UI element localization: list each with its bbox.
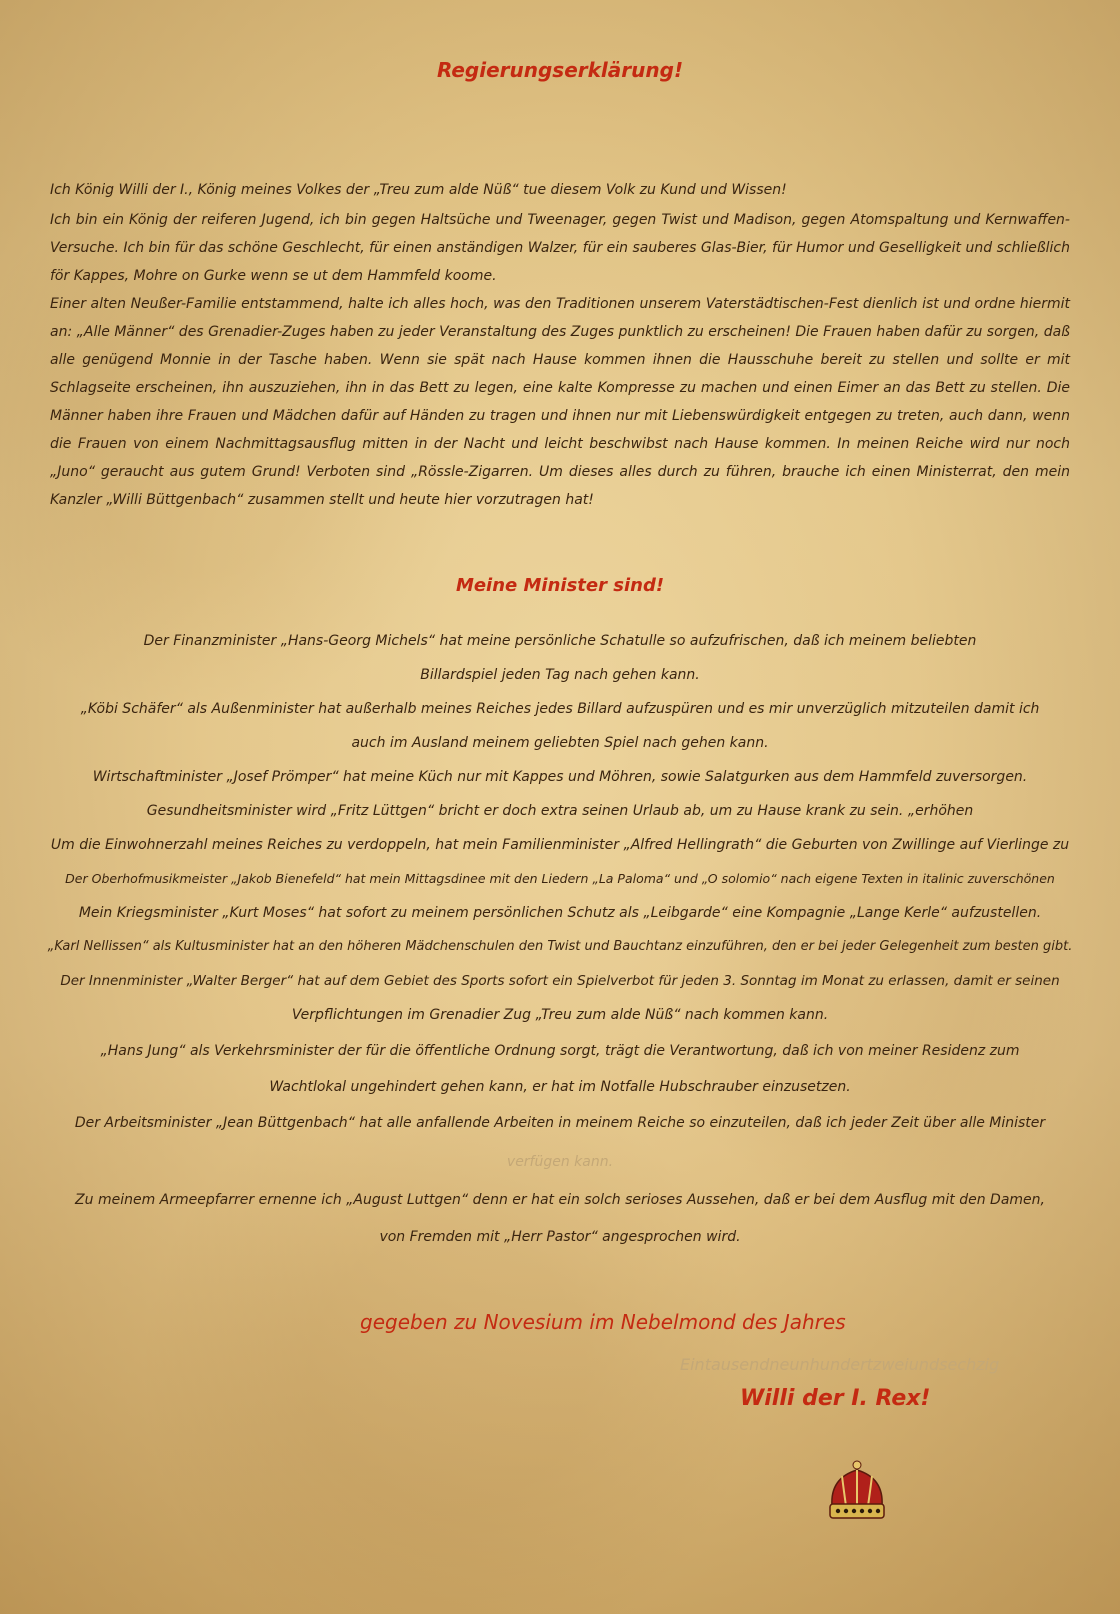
minister-line: Der Innenminister „Walter Berger“ hat auf dem Gebiet des Sports sofort ein Spielverbot für jeden 3. Sonntag im Monat zu erlassen, damit er seinen [60,973,1060,989]
minister-line: Der Finanzminister „Hans-Georg Michels“ hat meine persönliche Schatulle so aufzufrischen, daß ich meinem beliebten [143,633,977,649]
closing-line: gegeben zu Novesium im Nebelmond des Jahres [360,1310,846,1334]
minister-line: Der Oberhofmusikmeister „Jakob Bienefeld“ hat mein Mittagsdinee mit den Liedern „La Paloma“ und „O solomio“ nach eigene Texten in italinic zuverschönen [65,871,1055,886]
minister-line: von Fremden mit „Herr Pastor“ angesprochen wird. [379,1229,741,1245]
minister-line: auch im Ausland meinem geliebten Spiel nach gehen kann. [351,735,769,751]
minister-line: Gesundheitsminister wird „Fritz Lüttgen“ bricht er doch extra seinen Urlaub ab, um zu Hause krank zu sein. „erhöhen [146,803,974,819]
minister-line: „Karl Nellissen“ als Kultusminister hat an den höheren Mädchenschulen den Twist und Bauchtanz einzuführen, den er bei jeder Gelegenheit zum besten gibt. [47,939,1073,954]
minister-line: Verpflichtungen im Grenadier Zug „Treu zum alde Nüß“ nach kommen kann. [291,1007,829,1023]
minister-line: Um die Einwohnerzahl meines Reiches zu verdoppeln, hat mein Familienminister „Alfred Hellingrath“ die Geburten von Zwillinge auf Vierlinge zu [50,837,1070,853]
intro-paragraph-1: Ich König Willi der I., König meines Volkes der „Treu zum alde Nüß“ tue diesem Volk zu Kund und Wissen! [50,182,787,198]
document-title: Regierungserklärung! [436,58,684,82]
minister-line: „Hans Jung“ als Verkehrsminister der für die öffentliche Ordnung sorgt, trägt die Verantwortung, daß ich von meiner Residenz zum [100,1043,1020,1059]
minister-line: Wachtlokal ungehindert gehen kann, er hat im Notfalle Hubschrauber einzusetzen. [269,1079,851,1095]
crown-icon [822,1456,892,1526]
intro-paragraph-3: Einer alten Neußer-Familie entstammend, halte ich alles hoch, was den Traditionen unserem Vaterstädtischen-Fest dienlich ist und ordne hiermit an: „Alle Männer“ des Grenadier-Zuges haben zu jeder Veranstaltung des Zuges punktlich zu erscheinen! Die Frauen haben dafür zu sorgen, daß alle genügend Monnie in der Tasche haben. Wenn sie spät nach Hause kommen ihnen die Hausschuhe bereit zu stellen und sollte er mit Schlagseite erscheinen, ihn auszuziehen, ihn in das Bett zu legen, eine kalte Kompresse zu machen und einen Eimer an das Bett zu stellen. Die Männer haben ihre Frauen und Mädchen dafür auf Händen zu tragen und ihnen nur mit Liebenswürdigkeit entgegen zu treten, auch dann, wenn die Frauen von einem Nachmittagsausflug mitten in der Nacht und leicht beschwibst nach Hause kommen. In meinen Reiche wird nur noch „Juno“ geraucht aus gutem Grund! Verboten sind „Rössle-Zigarren. Um dieses alles durch zu führen, brauche ich einen Ministerrat, den mein Kanzler „Willi Büttgenbach“ zusammen stellt und heute hier vorzutragen hat! [50,296,1070,508]
minister-line: Billardspiel jeden Tag nach gehen kann. [420,667,700,683]
minister-line: Zu meinem Armeepfarrer ernenne ich „August Luttgen“ denn er hat ein solch serioses Aussehen, daß er bei dem Ausflug mit den Damen, [75,1192,1045,1208]
minister-line: verfügen kann. [506,1154,614,1170]
closing-year: Eintausendneunhundertzweiundsechzig [680,1355,1000,1374]
minister-line: Wirtschaftminister „Josef Prömper“ hat meine Küch nur mit Kappes und Möhren, sowie Salatgurken aus dem Hammfeld zuversorgen. [92,769,1028,785]
minister-line: „Köbi Schäfer“ als Außenminister hat außerhalb meines Reiches jedes Billard aufzuspüren und es mir unverzüglich mitzuteilen damit ich [80,701,1040,717]
minister-line: Mein Kriegsminister „Kurt Moses“ hat sofort zu meinem persönlichen Schutz als „Leibgarde“ eine Kompagnie „Lange Kerle“ aufzustellen. [78,905,1042,921]
intro-paragraph-2: Ich bin ein König der reiferen Jugend, ich bin gegen Haltsüche und Tweenager, gegen Twist und Madison, gegen Atomspaltung und Kernwaffen-Versuche. Ich bin für das schöne Geschlecht, für einen anständigen Walzer, für ein sauberes Glas-Bier, für Humor und Geselligkeit und schließlich för Kappes, Mohre on Gurke wenn se ut dem Hammfeld koome. [50,212,1070,284]
signature: Willi der I. Rex! [740,1386,931,1411]
minister-line: Der Arbeitsminister „Jean Büttgenbach“ hat alle anfallende Arbeiten in meinem Reiche so einzuteilen, daß ich jeder Zeit über alle Minister [74,1115,1046,1131]
ministers-heading: Meine Minister sind! [455,575,665,596]
